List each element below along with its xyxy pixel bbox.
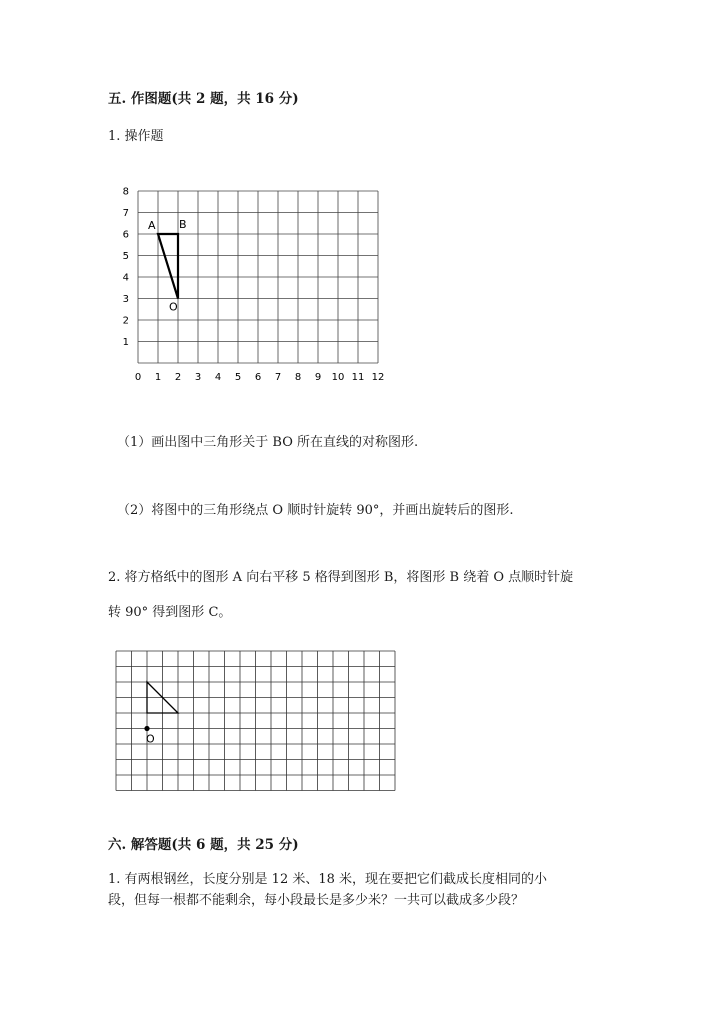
label-o: O (146, 732, 155, 746)
x-tick-label: 7 (274, 372, 282, 383)
y-tick-label: 5 (122, 251, 129, 262)
label-b: B (179, 218, 187, 231)
x-tick-label: 11 (351, 372, 365, 383)
x-tick-label: 8 (294, 372, 302, 383)
x-tick-label: 4 (214, 372, 222, 383)
section5-heading: 五. 作图题(共 2 题，共 16 分) (108, 91, 299, 107)
label-o: O (169, 300, 178, 314)
x-tick-label: 3 (194, 372, 202, 383)
y-tick-label: 3 (122, 294, 129, 305)
x-tick-label: 5 (234, 372, 242, 383)
point-o-dot (144, 726, 149, 731)
x-tick-label: 10 (331, 372, 345, 383)
x-tick-label: 0 (134, 372, 142, 383)
x-tick-label: 12 (371, 372, 385, 383)
square-grid (114, 650, 396, 792)
y-tick-label: 8 (122, 186, 129, 198)
y-tick-label: 2 (122, 315, 129, 327)
q1-part2: （2）将图中的三角形绕点 O 顺时针旋转 90°，并画出旋转后的图形. (117, 503, 514, 518)
s6-q1-line1: 1. 有两根钢丝，长度分别是 12 米、18 米，现在要把它们截成长度相同的小 (108, 872, 548, 887)
x-tick-label: 2 (174, 372, 182, 383)
y-tick-label: 4 (122, 272, 129, 284)
y-tick-label: 7 (122, 208, 129, 219)
label-a: A (148, 219, 156, 232)
x-tick-label: 9 (314, 372, 322, 383)
y-tick-label: 1 (122, 337, 129, 348)
coordinate-grid (110, 175, 400, 390)
q2-line2: 转 90° 得到图形 C。 (108, 605, 232, 620)
grid-lines (138, 191, 378, 363)
section6-heading: 六. 解答题(共 6 题，共 25 分) (108, 837, 299, 853)
q1-title: 1. 操作题 (108, 129, 164, 144)
x-tick-label: 6 (254, 372, 262, 383)
q1-part1: （1）画出图中三角形关于 BO 所在直线的对称图形. (117, 435, 419, 450)
triangle-abo (158, 234, 178, 299)
q2-line1: 2. 将方格纸中的图形 A 向右平移 5 格得到图形 B，将图形 B 绕着 O 点顺时针旋 (108, 570, 574, 585)
x-tick-labels (135, 372, 385, 383)
x-tick-label: 1 (154, 372, 162, 383)
y-tick-label: 6 (122, 229, 129, 241)
grid-lines (116, 651, 395, 791)
y-tick-labels (123, 187, 129, 349)
s6-q1-line2: 段，但每一根都不能剩余，每小段最长是多少米？一共可以截成多少段？ (108, 893, 525, 908)
